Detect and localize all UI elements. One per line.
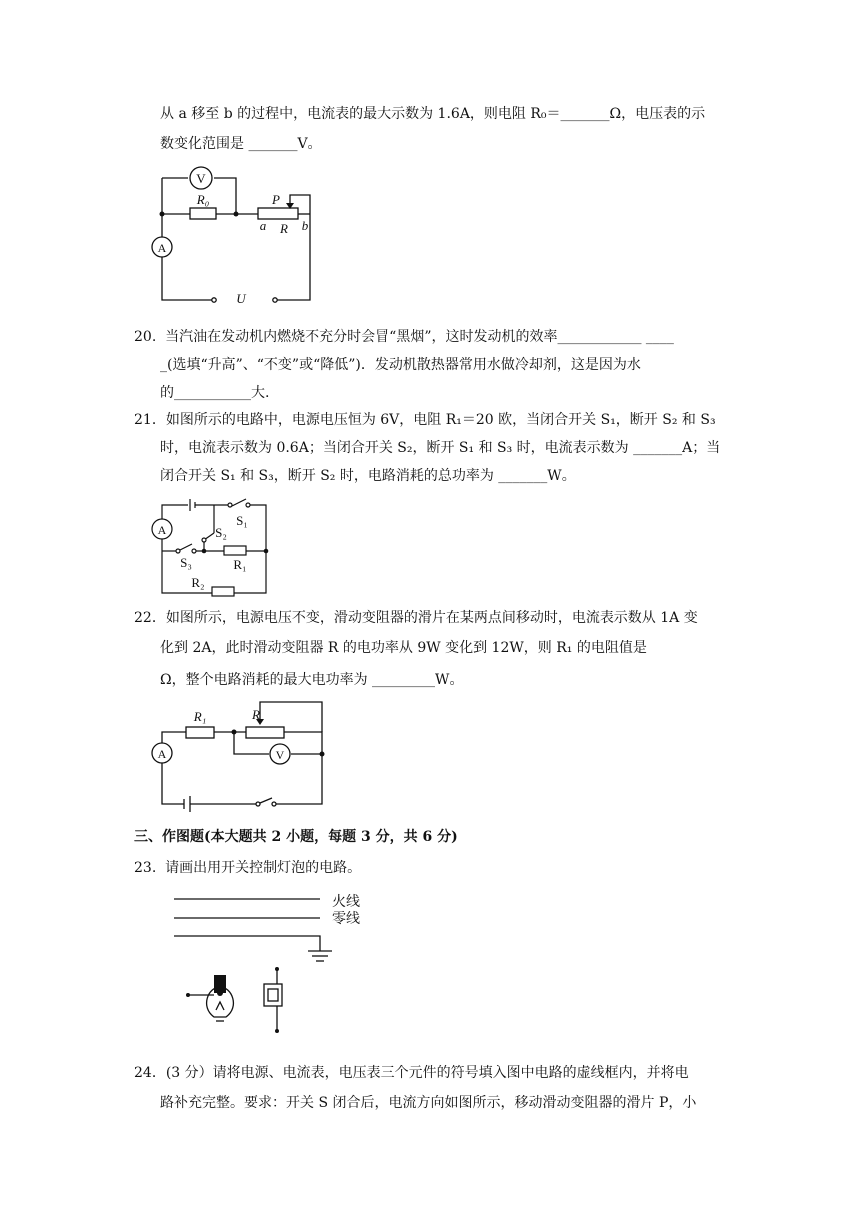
- q21-line3: 闭合开关 S₁ 和 S₃，断开 S₂ 时，电路消耗的总功率为 _______W。: [160, 468, 576, 484]
- q20-line2: _(选填“升高”、“不变”或“降低”)．发动机散热器常用水做冷却剂，这是因为水: [160, 357, 641, 373]
- s1-label: S₁: [236, 513, 248, 528]
- q23-text: 23. 请画出用开关控制灯泡的电路。: [134, 860, 362, 876]
- q20-line1: 20. 当汽油在发动机内燃烧不充分时会冒“黑烟”，这时发动机的效率____________ ____: [134, 329, 674, 345]
- ammeter-label: A: [157, 523, 167, 537]
- s3-label: S₃: [180, 555, 192, 570]
- r2-label: R₂: [191, 575, 205, 590]
- q24-line1: 24．(3 分）请将电源、电流表，电压表三个元件的符号填入图中电路的虚线框内，并将电: [134, 1065, 689, 1081]
- q20-line3: 的___________大.: [160, 385, 270, 401]
- voltmeter-label: V: [196, 171, 206, 186]
- slider-p-label: P: [272, 192, 280, 207]
- live-wire-label: 火线: [332, 895, 360, 910]
- q19-line1: 从 a 移至 b 的过程中，电流表的最大示数为 1.6A，则电阻 R₀＝_______Ω，电压表的示: [160, 106, 706, 122]
- end-a-label: a: [259, 218, 267, 233]
- figure-23-wiring: [160, 885, 380, 1045]
- q24-line2: 路补充完整。要求：开关 S 闭合后，电流方向如图所示，移动滑动变阻器的滑片 P，小: [160, 1095, 697, 1111]
- figure-22-circuit: [148, 698, 333, 808]
- r1-label: R₁: [233, 557, 247, 572]
- voltmeter-label: V: [275, 748, 285, 762]
- q22-line1: 22．如图所示，电源电压不变，滑动变阻器的滑片在某两点间移动时，电流表示数从 1A 变: [134, 610, 698, 626]
- ammeter-label: A: [157, 241, 167, 255]
- ammeter-label: A: [157, 747, 167, 761]
- s2-label: S₂: [215, 525, 227, 540]
- q21-line2: 时，电流表示数为 0.6A；当闭合开关 S₂，断开 S₁ 和 S₃ 时，电流表示数为 _______A；当: [160, 440, 721, 456]
- figure-21-circuit: [148, 495, 273, 597]
- supply-u-label: U: [236, 291, 246, 306]
- r1-label: R₁: [193, 709, 207, 724]
- r0-label: R₀: [196, 192, 210, 207]
- q22-line2: 化到 2A，此时滑动变阻器 R 的电功率从 9W 变化到 12W，则 R₁ 的电阻值是: [160, 640, 647, 656]
- section-3-heading: 三、作图题(本大题共 2 小题，每题 3 分，共 6 分): [134, 829, 458, 845]
- q22-line3: Ω，整个电路消耗的最大电功率为 _________W。: [160, 672, 464, 688]
- rheostat-r-label: R: [280, 221, 288, 236]
- q19-line2: 数变化范围是 _______V。: [160, 136, 322, 152]
- q21-line1: 21．如图所示的电路中，电源电压恒为 6V，电阻 R₁＝20 欧，当闭合开关 S₁，断开 S₂ 和 S₃: [134, 412, 716, 428]
- figure-19-circuit: [150, 160, 330, 310]
- end-b-label: b: [301, 218, 309, 233]
- rheostat-r-label: R: [252, 707, 260, 722]
- neutral-wire-label: 零线: [332, 912, 360, 927]
